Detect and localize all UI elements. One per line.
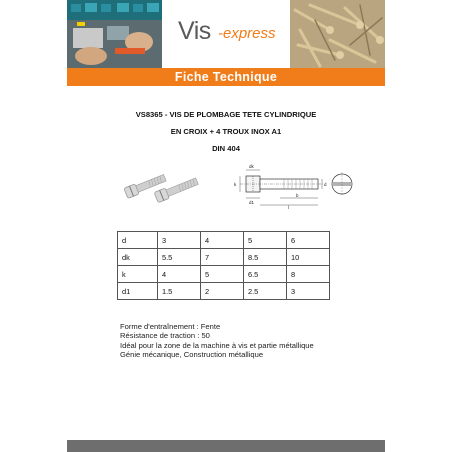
note-drive-type: Forme d'entraînement : Fente (120, 322, 221, 331)
table-cell: 5.5 (158, 249, 201, 266)
title-banner (67, 68, 385, 86)
table-cell: 5 (244, 232, 287, 249)
note-usage: Idéal pour la zone de la machine à vis et partie métallique (120, 340, 314, 350)
table-cell: k (118, 266, 158, 283)
brand-name: Vis (178, 17, 211, 45)
note-tensile-strength: Résistance de traction : 50 (120, 331, 210, 341)
header (67, 0, 385, 68)
technical-drawing (232, 162, 360, 214)
table-cell: 8.5 (244, 249, 287, 266)
label-b: b (296, 193, 299, 198)
product-image (118, 160, 204, 208)
tools-photo (67, 0, 162, 68)
table-cell: 6 (287, 232, 330, 249)
banner-title: Fiche Technique (174, 70, 278, 84)
product-notes (120, 322, 380, 360)
table-cell: 10 (287, 249, 330, 266)
product-title-line-3: DIN 404 (212, 144, 240, 153)
product-title-line-2: EN CROIX + 4 TROUX INOX A1 (170, 127, 282, 136)
footer-bar (67, 440, 385, 452)
table-cell: 3 (287, 283, 330, 300)
dimensions-table (117, 231, 330, 300)
table-cell: 7 (201, 249, 244, 266)
table-cell: 2 (201, 283, 244, 300)
table-cell: 3 (158, 232, 201, 249)
table-cell: d1 (118, 283, 158, 300)
label-dk: dk (249, 164, 254, 169)
note-applications: Génie mécanique, Construction métallique (120, 350, 264, 360)
table-row (118, 266, 330, 283)
brand-name-accent: -express (218, 25, 276, 42)
table-row (118, 283, 330, 300)
table-cell: 4 (201, 232, 244, 249)
table-cell: 5 (201, 266, 244, 283)
table-row (118, 249, 330, 266)
table-cell: 2.5 (244, 283, 287, 300)
table-cell: 6.5 (244, 266, 287, 283)
brand-logo (162, 0, 290, 68)
table-cell: 8 (287, 266, 330, 283)
screws-photo (290, 0, 385, 68)
table-row (118, 232, 330, 249)
label-d1: d1 (249, 200, 255, 205)
table-cell: dk (118, 249, 158, 266)
table-cell: d (118, 232, 158, 249)
label-l: l (288, 205, 289, 210)
table-cell: 4 (158, 266, 201, 283)
product-title-line-1: VS8365 - VIS DE PLOMBAGE TETE CYLINDRIQUE (135, 110, 317, 119)
label-k: k (234, 182, 237, 187)
table-cell: 1.5 (158, 283, 201, 300)
label-d: d (324, 182, 327, 187)
